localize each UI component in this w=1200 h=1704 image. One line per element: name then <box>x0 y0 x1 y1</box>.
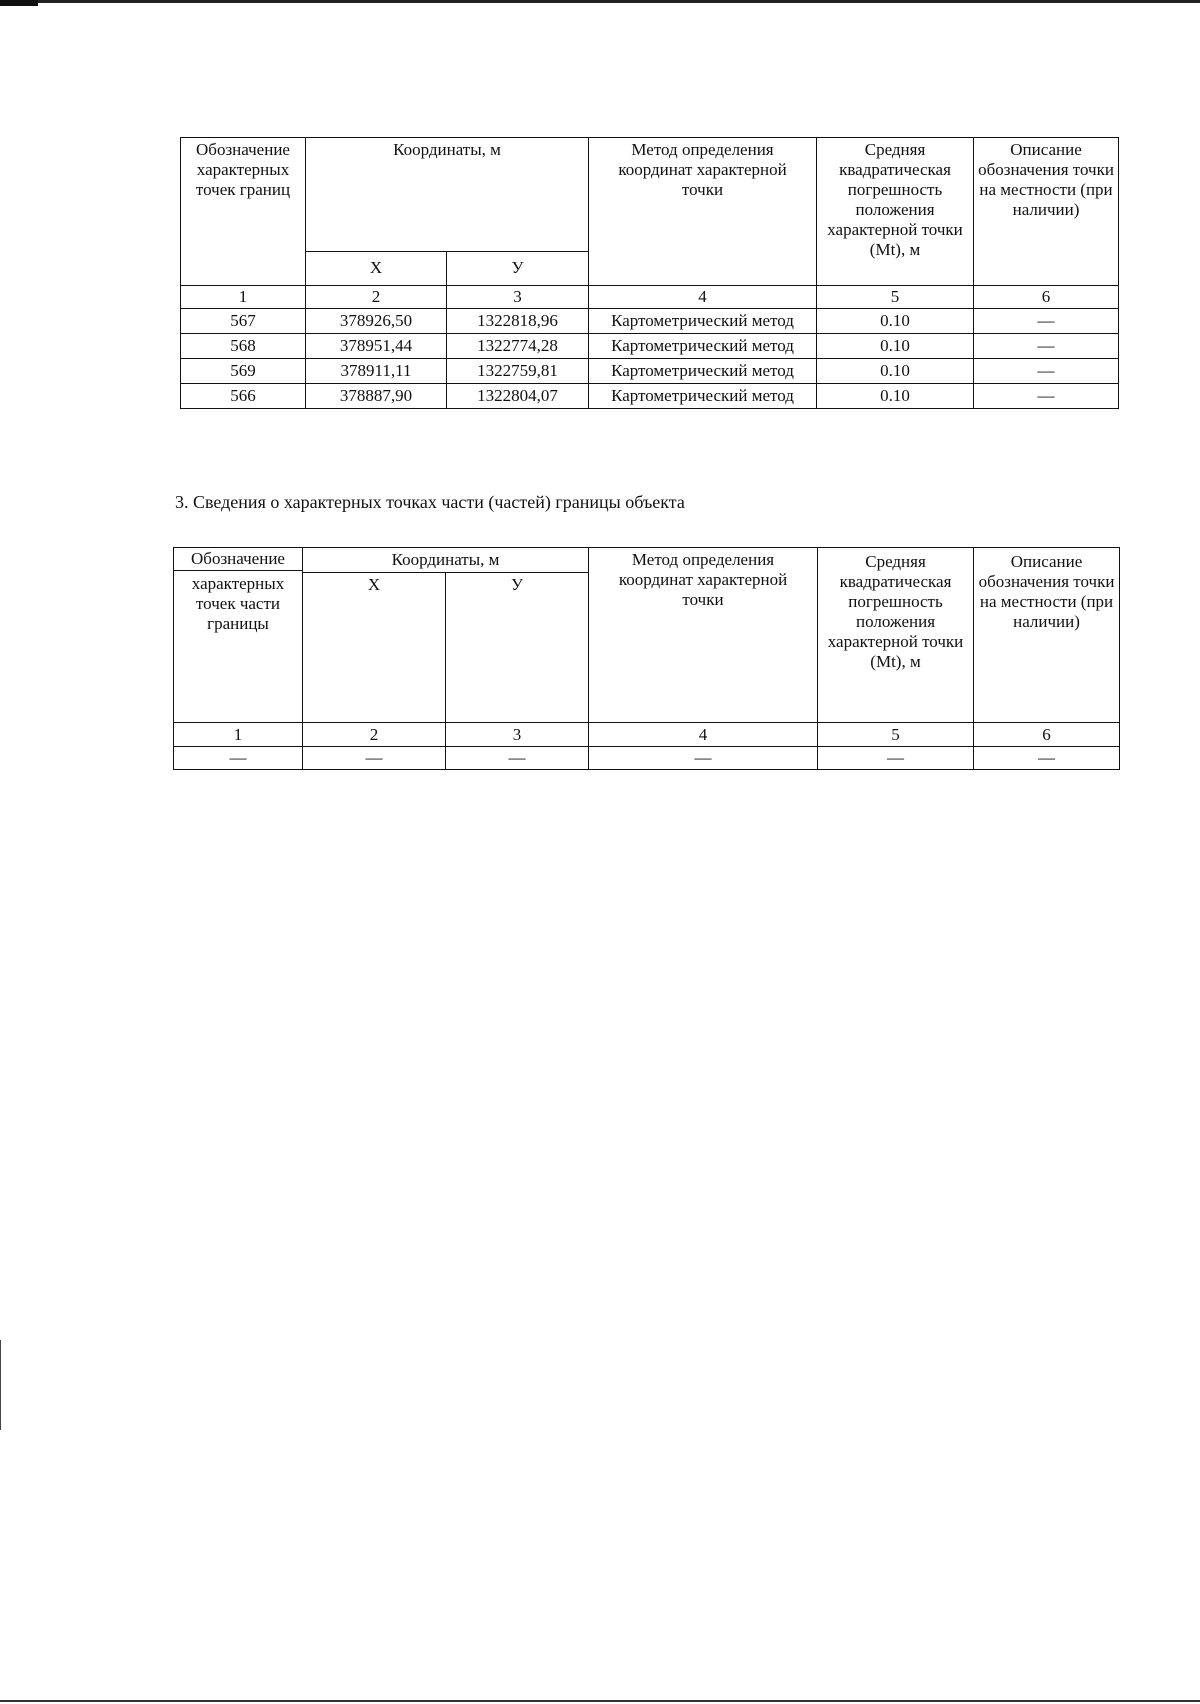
header-point-line1: Обозначение <box>174 548 302 571</box>
header-y: У <box>447 252 589 286</box>
column-number: 3 <box>447 286 589 309</box>
column-number: 4 <box>589 723 818 747</box>
y-coordinate: 1322818,96 <box>447 309 589 334</box>
header-point-designation <box>174 548 303 723</box>
header-y: У <box>446 573 589 723</box>
description: — <box>974 334 1119 359</box>
header-coordinates: Координаты, м <box>306 138 589 252</box>
x-coordinate: 378951,44 <box>306 334 447 359</box>
scan-mark <box>0 0 38 6</box>
y-coordinate: — <box>446 747 589 770</box>
header-mean-error: Средняя квадратическая погрешность положения характерной точки (Mt), м <box>817 138 974 286</box>
x-coordinate: 378887,90 <box>306 384 447 409</box>
method: Картометрический метод <box>589 334 817 359</box>
header-point-rest: характерных точек части границы <box>191 574 285 634</box>
point-id: 569 <box>181 359 306 384</box>
header-x: X <box>303 573 446 723</box>
point-id: 568 <box>181 334 306 359</box>
column-number: 5 <box>817 286 974 309</box>
scan-edge <box>0 1340 1 1430</box>
mean-error: 0.10 <box>817 334 974 359</box>
description: — <box>974 747 1120 770</box>
x-coordinate: — <box>303 747 446 770</box>
description: — <box>974 384 1119 409</box>
column-number: 2 <box>303 723 446 747</box>
point-id: — <box>174 747 303 770</box>
mean-error: 0.10 <box>817 384 974 409</box>
header-method: Метод определения координат характерной точки <box>589 548 818 723</box>
table-row <box>181 384 1119 409</box>
header-method: Метод определения координат характерной точки <box>589 138 817 286</box>
mean-error: 0.10 <box>817 359 974 384</box>
column-number: 1 <box>174 723 303 747</box>
y-coordinate: 1322804,07 <box>447 384 589 409</box>
header-point-designation: Обозначение характерных точек границ <box>181 138 306 286</box>
column-number: 5 <box>818 723 974 747</box>
description: — <box>974 359 1119 384</box>
table-row <box>181 309 1119 334</box>
scan-border-bottom <box>0 1700 1200 1702</box>
column-number: 3 <box>446 723 589 747</box>
y-coordinate: 1322759,81 <box>447 359 589 384</box>
characteristic-points-table <box>180 137 1119 409</box>
description: — <box>974 309 1119 334</box>
column-number: 6 <box>974 286 1119 309</box>
scan-border-top <box>0 0 1200 3</box>
header-x: X <box>306 252 447 286</box>
table-row <box>181 334 1119 359</box>
mean-error: 0.10 <box>817 309 974 334</box>
y-coordinate: 1322774,28 <box>447 334 589 359</box>
header-description: Описание обозначения точки на местности (при наличии) <box>974 548 1120 723</box>
column-number: 6 <box>974 723 1120 747</box>
header-mean-error: Средняя квадратическая погрешность положения характерной точки (Mt), м <box>818 548 974 723</box>
point-id: 566 <box>181 384 306 409</box>
point-id: 567 <box>181 309 306 334</box>
part-boundary-points-table <box>173 547 1120 770</box>
header-description: Описание обозначения точки на местности (при наличии) <box>974 138 1119 286</box>
column-number: 4 <box>589 286 817 309</box>
method: Картометрический метод <box>589 384 817 409</box>
x-coordinate: 378911,11 <box>306 359 447 384</box>
method: Картометрический метод <box>589 309 817 334</box>
column-number: 2 <box>306 286 447 309</box>
column-number: 1 <box>181 286 306 309</box>
mean-error: — <box>818 747 974 770</box>
header-coordinates: Координаты, м <box>303 548 589 573</box>
method: — <box>589 747 818 770</box>
table-row <box>174 747 1120 770</box>
table-row <box>181 359 1119 384</box>
section-heading: 3. Сведения о характерных точках части (частей) границы объекта <box>175 492 685 512</box>
x-coordinate: 378926,50 <box>306 309 447 334</box>
method: Картометрический метод <box>589 359 817 384</box>
